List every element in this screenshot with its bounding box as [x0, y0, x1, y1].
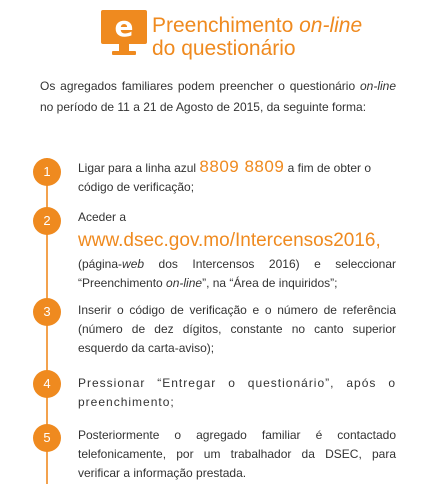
- title-line1-italic: on-line: [299, 14, 363, 37]
- step-3-text: Inserir o código de verificação e o número de referência (número de dez dígitos, constante no canto superior esquerdo da carta-aviso);: [78, 303, 396, 355]
- intro-part1: Os agregados familiares podem preencher o questionário: [40, 79, 360, 93]
- title-line1-plain: Preenchimento: [152, 14, 300, 37]
- svg-text:e: e: [114, 10, 134, 43]
- page-header: [100, 8, 420, 64]
- title-line2: do questionário: [152, 37, 296, 60]
- intro-italic: on-line: [359, 79, 396, 93]
- step-2-text-c: ”, na “Área de inquiridos”;: [202, 276, 338, 290]
- step-1-badge: 1: [33, 158, 61, 186]
- step-2-text-b: dos Intercensos 2016) e seleccionar “Preenchimento: [78, 257, 396, 290]
- step-2-text-a-italic: web: [122, 257, 145, 271]
- step-2-text-b-italic: on-line: [166, 276, 203, 290]
- dsec-url-link[interactable]: www.dsec.gov.mo/Intercensos2016: [78, 230, 376, 251]
- intro-paragraph: [40, 76, 396, 118]
- step-1-text-after: a fim de obter o código de verificação;: [78, 161, 372, 194]
- step-4-text: Pressionar “Entregar o questionário”, após o preenchimento;: [78, 376, 396, 409]
- step-2-badge: 2: [33, 207, 61, 235]
- step-2-text-before: Aceder a: [78, 210, 127, 224]
- step-2-text: [78, 208, 396, 293]
- step-2-description: [78, 255, 396, 293]
- page-title: [152, 14, 362, 60]
- intro-part2: no período de 11 a 21 de Agosto de 2015, da seguinte forma:: [40, 100, 367, 114]
- step-3-badge: 3: [33, 298, 61, 326]
- step-5-text: Posteriormente o agregado familiar é contactado telefonicamente, por um trabalhador da DSEC, para verificar a informação prestada.: [78, 428, 396, 480]
- step-2-text-a: (página-: [78, 257, 123, 271]
- step-1-text-before: Ligar para a linha azul: [78, 161, 200, 175]
- phone-number: 8809 8809: [199, 157, 285, 176]
- step-5-badge: 5: [33, 424, 61, 452]
- url-comma: ,: [375, 230, 381, 251]
- step-4-badge: 4: [33, 370, 61, 398]
- computer-monitor-e-icon: [100, 8, 148, 58]
- step-1-text: [78, 157, 396, 197]
